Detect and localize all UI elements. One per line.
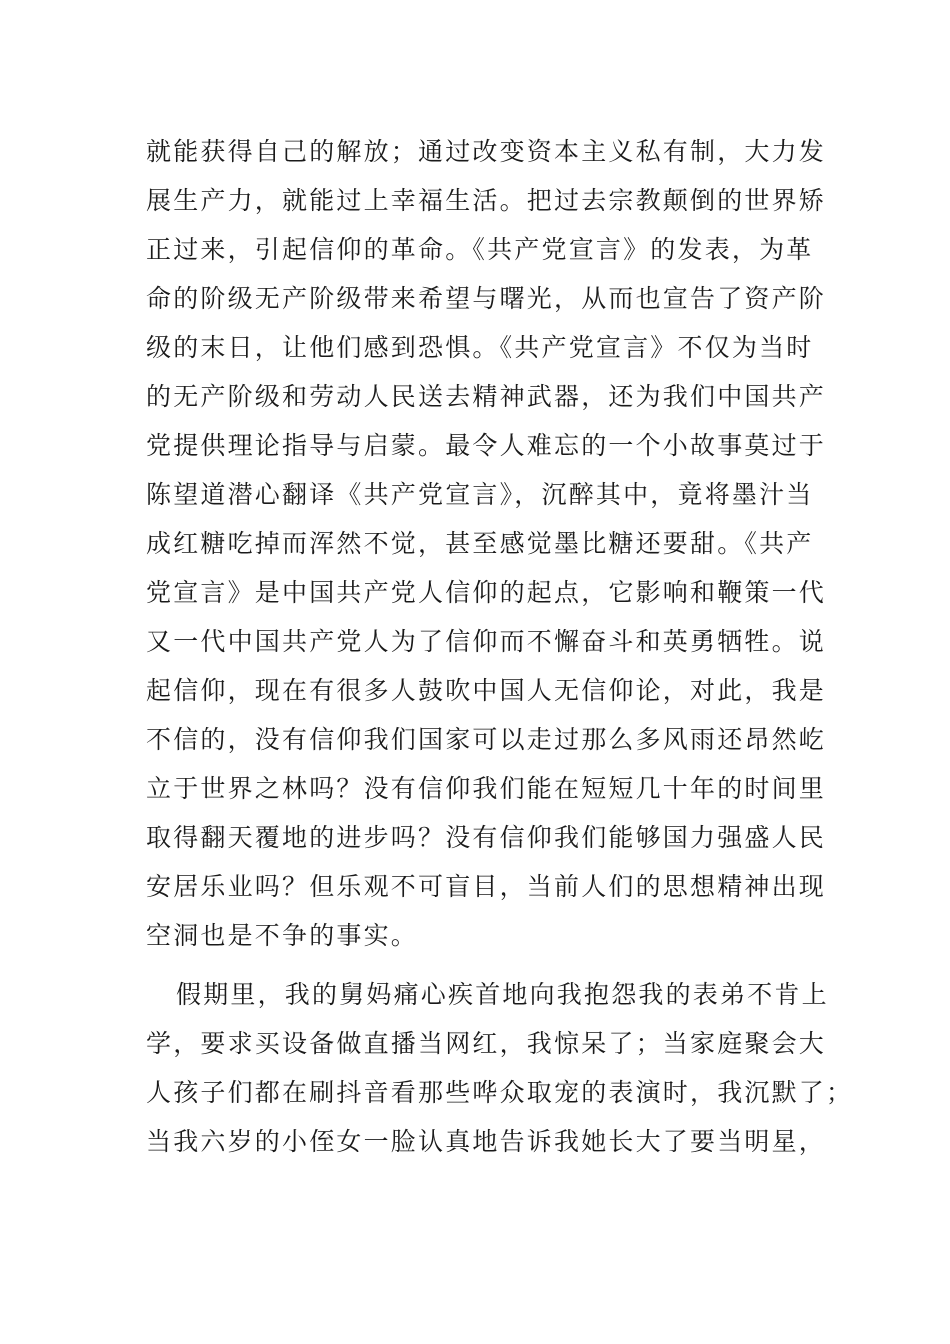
- text-line: 就能获得自己的解放；通过改变资本主义私有制，大力发: [146, 137, 827, 166]
- text-line: 陈望道潜心翻译《共产党宣言》，沉醉其中，竟将墨汁当: [146, 480, 814, 509]
- text-line: 展生产力，就能过上幸福生活。把过去宗教颠倒的世界矫: [146, 186, 827, 215]
- text-line: 空洞也是不争的事实。: [146, 921, 419, 950]
- text-line: 安居乐业吗？但乐观不可盲目，当前人们的思想精神出现: [146, 872, 827, 901]
- text-line: 的无产阶级和劳动人民送去精神武器，还为我们中国共产: [146, 382, 827, 411]
- text-line: 级的末日，让他们感到恐惧。《共产党宣言》不仅为当时: [146, 333, 814, 362]
- text-line: 又一代中国共产党人为了信仰而不懈奋斗和英勇牺牲。说: [146, 627, 827, 656]
- text-line: 命的阶级无产阶级带来希望与曙光，从而也宣告了资产阶: [146, 284, 827, 313]
- text-line: 人孩子们都在刷抖音看那些哗众取宠的表演时，我沉默了；: [146, 1078, 854, 1107]
- text-line: 不信的，没有信仰我们国家可以走过那么多风雨还昂然屹: [146, 725, 827, 754]
- text-line: 立于世界之林吗？没有信仰我们能在短短几十年的时间里: [146, 774, 827, 803]
- text-line: 当我六岁的小侄女一脸认真地告诉我她长大了要当明星，: [146, 1127, 827, 1156]
- text-line: 学，要求买设备做直播当网红，我惊呆了；当家庭聚会大: [146, 1029, 827, 1058]
- paragraph-first-line: 假期里，我的舅妈痛心疾首地向我抱怨我的表弟不肯上: [176, 980, 829, 1009]
- text-line: 正过来，引起信仰的革命。《共产党宣言》的发表，为革: [146, 235, 814, 264]
- text-line: 党宣言》是中国共产党人信仰的起点，它影响和鞭策一代: [146, 578, 827, 607]
- text-line: 取得翻天覆地的进步吗？没有信仰我们能够国力强盛人民: [146, 823, 827, 852]
- text-line: 党提供理论指导与启蒙。最令人难忘的一个小故事莫过于: [146, 431, 827, 460]
- text-line: 起信仰，现在有很多人鼓吹中国人无信仰论，对此，我是: [146, 676, 827, 705]
- text-line: 成红糖吃掉而浑然不觉，甚至感觉墨比糖还要甜。《共产: [146, 529, 814, 558]
